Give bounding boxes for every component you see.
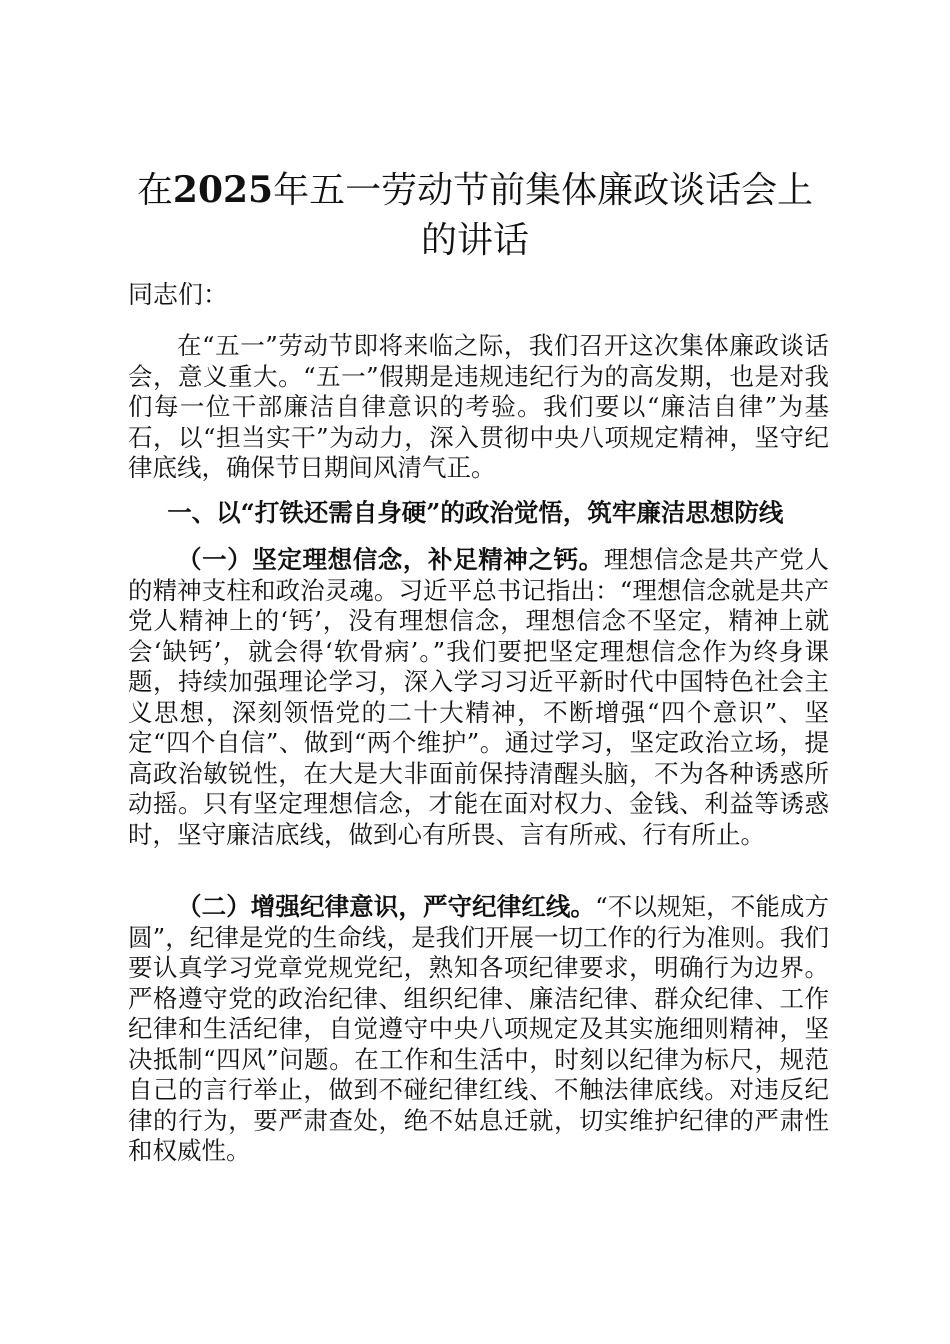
subsection-1-lead: （一）坚定理想信念，补足精神之钙。 [177,545,604,574]
document-title [120,165,830,266]
title-year: 2025 [172,169,274,211]
greeting: 同志们： [128,280,229,309]
subsection-2-body: “不以规矩，不能成方圆”，纪律是党的生命线，是我们开展一切工作的行为准则。我们要认真学习党章党规党纪，熟知各项纪律要求，明确行为边界。严格遵守党的政治纪律、组织纪律、廉洁纪律、群众纪律、工作纪律和生活纪律，自觉遵守中央八项规定及其实施细则精神，坚决抵制“四风”问题。在工作和生活中，时刻以纪律为标尺，规范自己的言行举止，做到不碰纪律红线、不触法律底线。对违反纪律的行为，要严肃查处，绝不姑息迁就，切实维护纪律的严肃性和权威性。 [128,892,830,1165]
intro-paragraph: 在“五一”劳动节即将来临之际，我们召开这次集体廉政谈话会，意义重大。“五一”假期是违规违纪行为的高发期，也是对我们每一位干部廉洁自律意识的考验。我们要以“廉洁自律”为基石，以“担当实干”为动力，深入贯彻中央八项规定精神，坚守纪律底线，确保节日期间风清气正。 [128,331,829,482]
subsection-1-body: 理想信念是共产党人的精神支柱和政治灵魂。习近平总书记指出：“理想信念就是共产党人精神上的‘钙’，没有理想信念，理想信念不坚定，精神上就会‘缺钙’，就会得‘软骨病’。”我们要把坚定理想信念作为终身课题，持续加强理论学习，深入学习习近平新时代中国特色社会主义思想，深刻领悟党的二十大精神，不断增强“四个意识”、坚定“四个自信”、做到“两个维护”。通过学习，坚定政治立场，提高政治敏锐性，在大是大非面前保持清醒头脑，不为各种诱惑所动摇。只有坚定理想信念，才能在面对权力、金钱、利益等诱惑时，坚守廉洁底线，做到心有所畏、言有所戒、行有所止。 [128,545,830,849]
subsection-2-paragraph [128,892,829,1167]
subsection-2-lead: （二）增强纪律意识，严守纪律红线。 [177,892,596,921]
title-suffix: 年五一劳动节前集体廉政谈话会上的讲话 [273,170,814,261]
title-prefix: 在 [136,170,173,211]
subsection-1-paragraph [128,545,829,850]
section-heading-1: 一、以“打铁还需自身硬”的政治觉悟，筑牢廉洁思想防线 [167,498,784,527]
